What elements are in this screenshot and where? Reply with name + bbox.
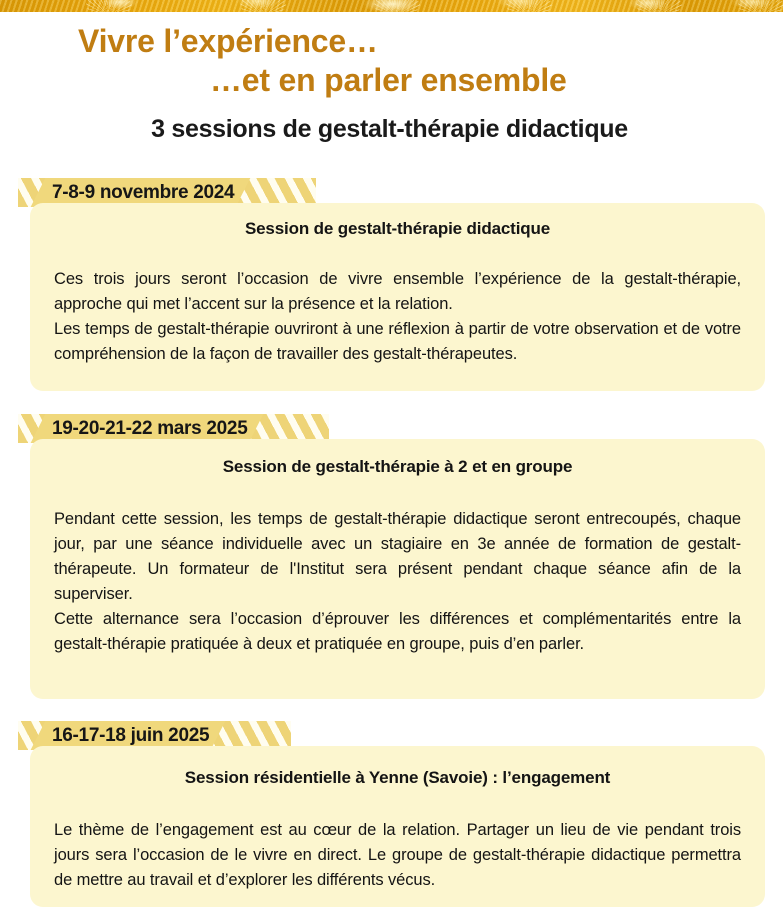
- session-heading: Session de gestalt-thérapie didactique: [244, 219, 551, 238]
- session-heading: Session résidentielle à Yenne (Savoie) : l’engagement: [184, 768, 611, 787]
- session-description: [54, 507, 741, 657]
- session-block: [0, 412, 783, 699]
- top-gold-floral-banner: [0, 0, 783, 12]
- session-date-label: 7-8-9 novembre 2024: [52, 182, 235, 203]
- dandelion-frond-icon: [738, 0, 783, 12]
- session-description: [54, 818, 741, 893]
- dandelion-frond-icon: [636, 0, 682, 12]
- dandelion-frond-icon: [506, 0, 552, 12]
- session-panel: [30, 439, 765, 699]
- page-subtitle: 3 sessions de gestalt-thérapie didactique: [151, 115, 628, 143]
- session-block: [0, 176, 783, 391]
- dandelion-frond-icon: [240, 0, 286, 12]
- session-panel: [30, 203, 765, 391]
- session-paragraph: Ces trois jours seront l’occasion de vivre ensemble l’expérience de la gestalt-thérapie, approche qui met l’accent sur la présence et la relation.: [54, 270, 741, 313]
- session-paragraph: Pendant cette session, les temps de gestalt-thérapie didactique seront entrecoupés, chaque jour, par une séance individuelle avec un stagiaire en 3e année de formation de gestalt-thérapeute. Un formateur de l'Institut sera présent pendant chaque séance afin de la superviser.: [54, 510, 741, 603]
- session-heading: Session de gestalt-thérapie à 2 et en groupe: [222, 457, 573, 476]
- dandelion-frond-icon: [374, 0, 420, 12]
- session-date-label: 16-17-18 juin 2025: [52, 725, 210, 746]
- dandelion-frond-icon: [86, 0, 132, 12]
- page-title-line-2: …et en parler ensemble: [210, 62, 567, 98]
- session-panel: [30, 746, 765, 907]
- session-paragraph: Cette alternance sera l’occasion d’éprouver les différences et complémentarités entre la gestalt-thérapie pratiquée à deux et pratiquée en groupe, puis d’en parler.: [54, 610, 741, 653]
- session-paragraph: Le thème de l’engagement est au cœur de la relation. Partager un lieu de vie pendant trois jours sera l’occasion de le vivre en direct. Le groupe de gestalt-thérapie didactique permettra de mettre au travail et d’explorer les différents vécus.: [54, 821, 741, 889]
- session-description: [54, 267, 741, 367]
- session-paragraph: Les temps de gestalt-thérapie ouvriront à une réflexion à partir de votre observation et de votre compréhension de la façon de travailler des gestalt-thérapeutes.: [54, 320, 741, 363]
- page-title-line-1: Vivre l’expérience…: [78, 23, 378, 59]
- session-list: [0, 176, 783, 907]
- page-header: [0, 22, 783, 144]
- session-date-label: 19-20-21-22 mars 2025: [52, 418, 248, 439]
